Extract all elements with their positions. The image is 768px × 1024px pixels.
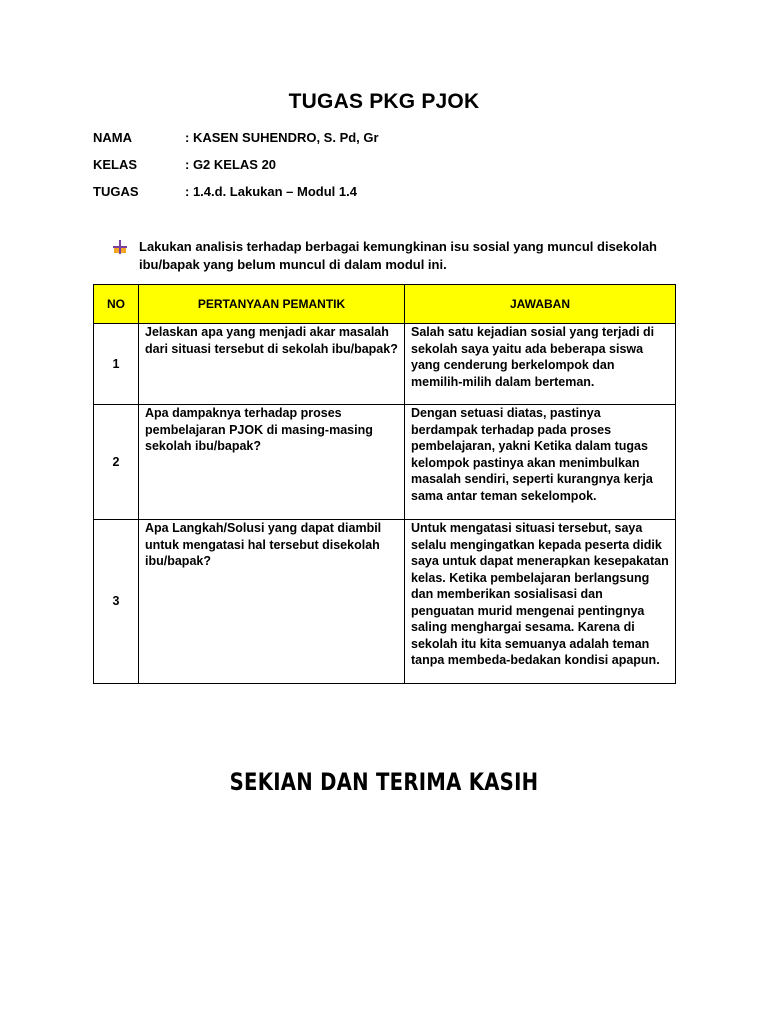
identity-label: KELAS bbox=[93, 157, 138, 172]
answer-text: Untuk mengatasi situasi tersebut, saya selalu mengingatkan kepada peserta didik saya untuk dapat menerapkan kesepakatan kelas. Ketika pembelajaran berlangsung dan memberikan sosialisasi dan penguatan murid mengenai pentingnya saling menghargai sesama. Karena di sekolah itu kita semuanya adalah teman tanpa membeda-bedakan kondisi apapun. bbox=[411, 521, 669, 667]
answer-cell bbox=[405, 405, 676, 520]
question-cell bbox=[139, 405, 405, 520]
identity-label: TUGAS bbox=[93, 184, 139, 199]
bullet-icon bbox=[113, 240, 127, 254]
identity-value: : G2 KELAS 20 bbox=[185, 157, 277, 172]
question-cell bbox=[139, 324, 405, 405]
identity-value: : 1.4.d. Lakukan – Modul 1.4 bbox=[185, 184, 357, 199]
table-header-row bbox=[94, 285, 676, 324]
table-row bbox=[94, 520, 676, 684]
row-number bbox=[94, 405, 139, 520]
identity-label: NAMA bbox=[93, 130, 132, 145]
row-number-text: 1 bbox=[112, 356, 120, 371]
row-number bbox=[94, 520, 139, 684]
header-answer: JAWABAN bbox=[405, 285, 676, 324]
row-number-text: 3 bbox=[112, 594, 120, 609]
question-text: Apa Langkah/Solusi yang dapat diambil untuk mengatasi hal tersebut disekolah ibu/bapak? bbox=[145, 521, 382, 568]
question-cell bbox=[139, 520, 405, 684]
document-title: TUGAS PKG PJOK bbox=[288, 90, 480, 113]
instruction-text: Lakukan analisis terhadap berbagai kemungkinan isu sosial yang muncul disekolah ibu/bapak yang belum muncul di dalam modul ini. bbox=[139, 239, 657, 272]
header-question: PERTANYAAN PEMANTIK bbox=[139, 285, 405, 324]
identity-value: : KASEN SUHENDRO, S. Pd, Gr bbox=[185, 130, 379, 145]
header-no: NO bbox=[94, 285, 139, 324]
question-answer-table bbox=[93, 284, 676, 684]
closing-heading: SEKIAN DAN TERIMA KASIH bbox=[229, 768, 539, 796]
question-text: Jelaskan apa yang menjadi akar masalah dari situasi tersebut di sekolah ibu/bapak? bbox=[145, 325, 398, 356]
row-number-text: 2 bbox=[112, 454, 120, 469]
answer-text: Dengan setuasi diatas, pastinya berdampak terhadap pada proses pembelajaran, yakni Ketika dalam tugas kelompok pastinya akan menimbulkan masalah sendiri, seperti kurangnya kerja sama antar teman sekelompok. bbox=[411, 406, 653, 503]
question-text: Apa dampaknya terhadap proses pembelajaran PJOK di masing-masing sekolah ibu/bapak? bbox=[145, 406, 373, 453]
table-row bbox=[94, 324, 676, 405]
answer-cell bbox=[405, 324, 676, 405]
answer-text: Salah satu kejadian sosial yang terjadi di sekolah saya yaitu ada beberapa siswa yang cenderung berkelompok dan memilih-milih dalam berteman. bbox=[411, 325, 655, 389]
row-number bbox=[94, 324, 139, 405]
table-row bbox=[94, 405, 676, 520]
answer-cell bbox=[405, 520, 676, 684]
